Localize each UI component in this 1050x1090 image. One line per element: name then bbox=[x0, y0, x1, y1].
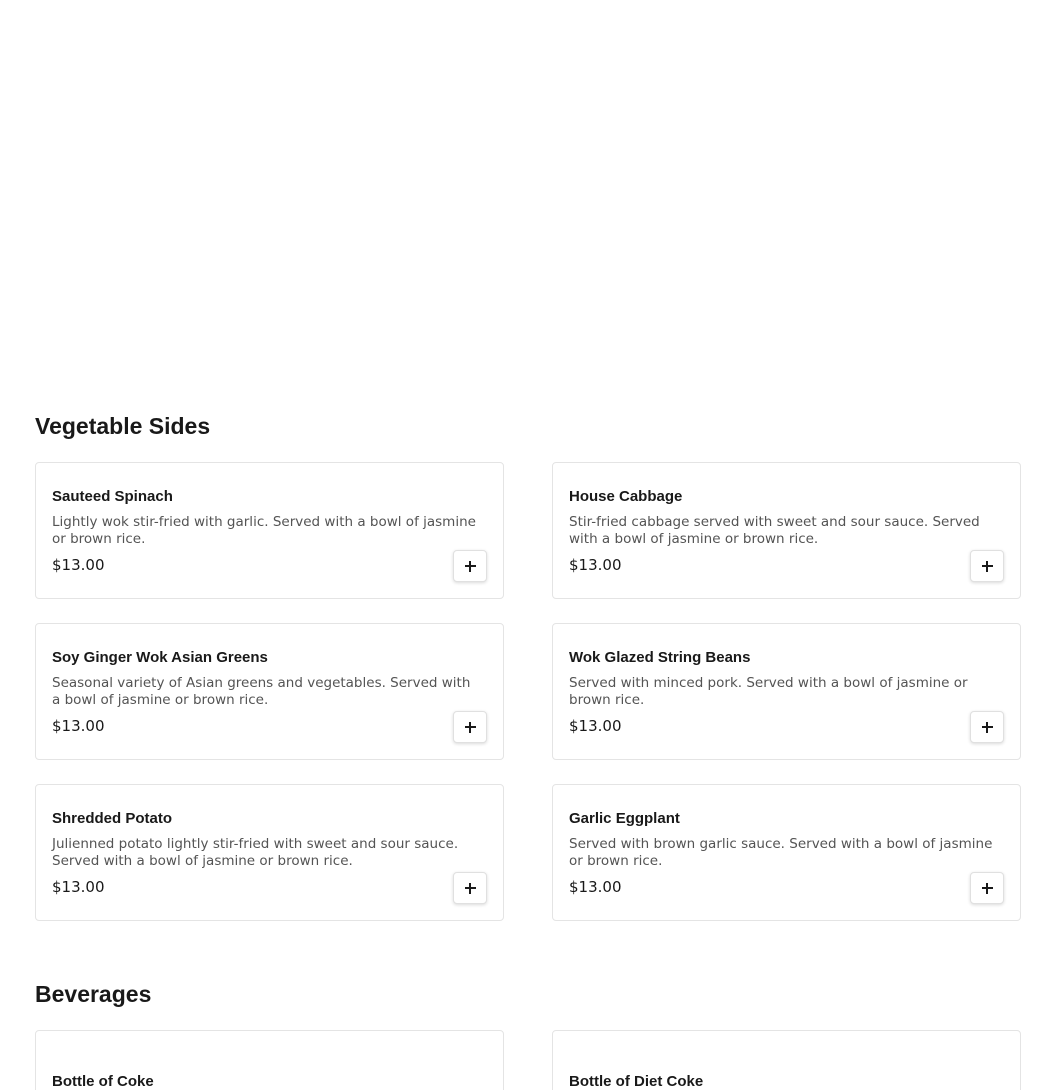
item-name: Garlic Eggplant bbox=[569, 810, 680, 827]
plus-icon bbox=[982, 722, 993, 733]
item-name: House Cabbage bbox=[569, 488, 683, 505]
item-description: Seasonal variety of Asian greens and vegetables. Served with a bowl of jasmine or brown rice. bbox=[52, 675, 471, 708]
plus-icon bbox=[465, 722, 476, 733]
add-item-button[interactable] bbox=[970, 711, 1004, 743]
vegetable-sides-grid bbox=[35, 462, 1021, 921]
menu-item-card[interactable] bbox=[552, 1030, 1021, 1090]
menu-item-card[interactable] bbox=[552, 623, 1021, 760]
item-price: $13.00 bbox=[569, 717, 622, 735]
menu-item-card[interactable] bbox=[552, 784, 1021, 921]
add-item-button[interactable] bbox=[453, 711, 487, 743]
section-title-beverages: Beverages bbox=[35, 981, 152, 1007]
item-price: $13.00 bbox=[52, 556, 105, 574]
menu-item-card[interactable] bbox=[35, 623, 504, 760]
plus-icon bbox=[982, 883, 993, 894]
item-name: Bottle of Coke bbox=[52, 1073, 154, 1090]
plus-icon bbox=[465, 561, 476, 572]
item-description: Lightly wok stir-fried with garlic. Served with a bowl of jasmine or brown rice. bbox=[52, 514, 476, 547]
menu-item-card[interactable] bbox=[552, 462, 1021, 599]
plus-icon bbox=[982, 561, 993, 572]
item-name: Shredded Potato bbox=[52, 810, 173, 827]
item-description: Julienned potato lightly stir-fried with sweet and sour sauce. Served with a bowl of jasmine or brown rice. bbox=[52, 836, 459, 869]
menu-item-card[interactable] bbox=[35, 784, 504, 921]
item-price: $13.00 bbox=[52, 717, 105, 735]
item-name: Wok Glazed String Beans bbox=[569, 649, 751, 666]
item-price: $13.00 bbox=[52, 878, 105, 896]
beverages-grid bbox=[35, 1030, 1021, 1090]
item-description: Served with brown garlic sauce. Served with a bowl of jasmine or brown rice. bbox=[569, 836, 993, 869]
item-price: $13.00 bbox=[569, 878, 622, 896]
menu-item-card[interactable] bbox=[35, 1030, 504, 1090]
add-item-button[interactable] bbox=[453, 872, 487, 904]
plus-icon bbox=[465, 883, 476, 894]
add-item-button[interactable] bbox=[453, 550, 487, 582]
add-item-button[interactable] bbox=[970, 550, 1004, 582]
item-name: Sauteed Spinach bbox=[52, 488, 173, 505]
item-description: Served with minced pork. Served with a bowl of jasmine or brown rice. bbox=[569, 675, 968, 708]
section-title-vegetable-sides: Vegetable Sides bbox=[35, 413, 211, 439]
item-price: $13.00 bbox=[569, 556, 622, 574]
add-item-button[interactable] bbox=[970, 872, 1004, 904]
item-name: Bottle of Diet Coke bbox=[569, 1073, 704, 1090]
item-name: Soy Ginger Wok Asian Greens bbox=[52, 649, 268, 666]
menu-item-card[interactable] bbox=[35, 462, 504, 599]
item-description: Stir-fried cabbage served with sweet and sour sauce. Served with a bowl of jasmine or brown rice. bbox=[569, 514, 980, 547]
